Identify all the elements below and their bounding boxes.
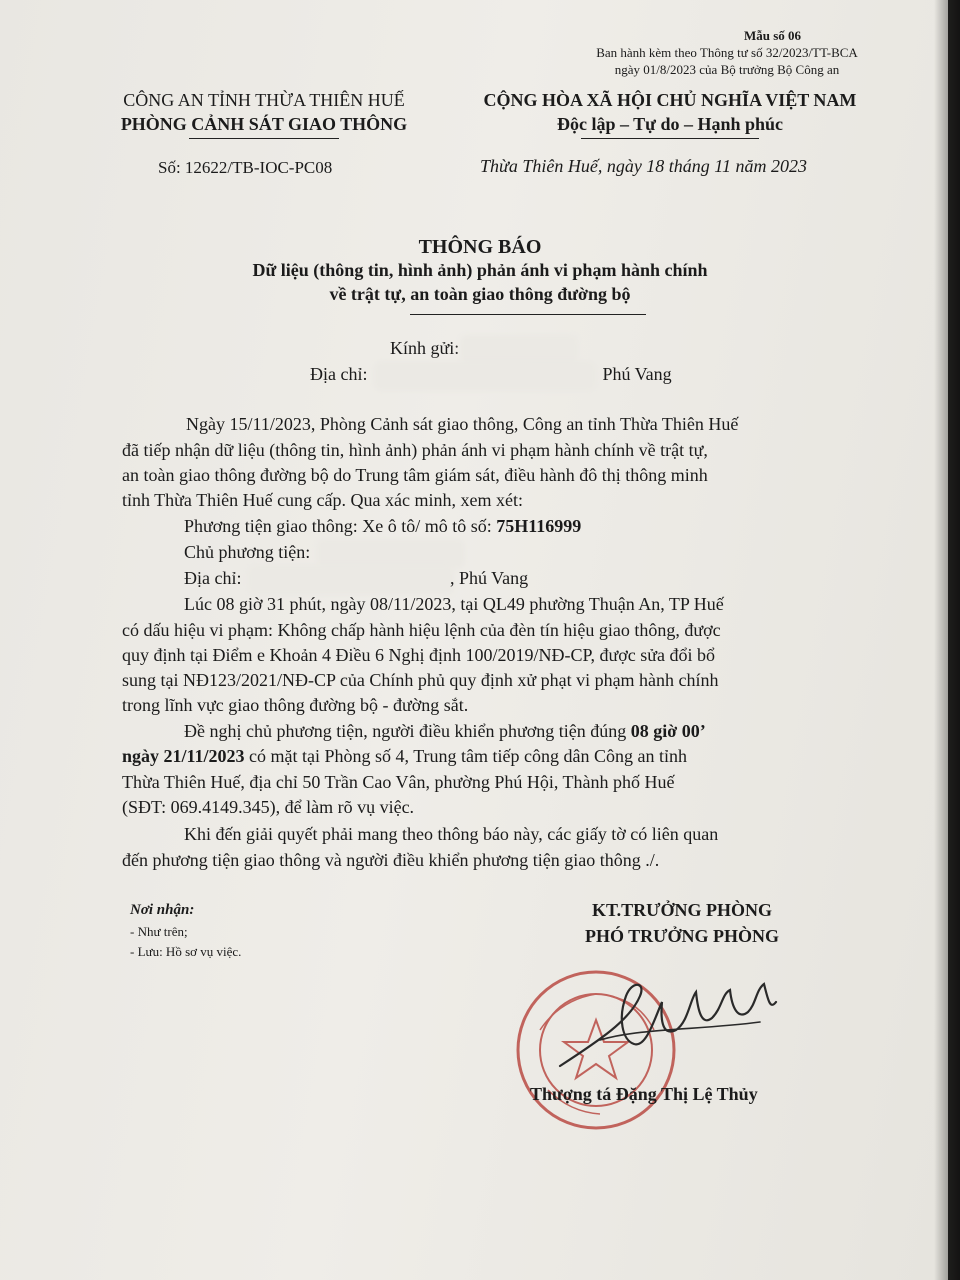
recipients-heading: Nơi nhận:: [130, 902, 195, 918]
body-line: đã tiếp nhận dữ liệu (thông tin, hình ảnh) phản ánh vi phạm hành chính về trật tự,: [122, 440, 708, 460]
owner-address-label: Địa chỉ:: [184, 568, 242, 588]
body-line: trong lĩnh vực giao thông đường bộ - đường sắt.: [122, 695, 469, 715]
vehicle-plate: 75H116999: [496, 516, 582, 536]
appointment-place: có mặt tại Phòng số 4, Trung tâm tiếp công dân Công an tỉnh: [244, 746, 688, 766]
agency-unit: PHÒNG CẢNH SÁT GIAO THÔNG: [120, 114, 408, 134]
subtitle-line2: về trật tự, an toàn giao thông đường bộ: [329, 284, 631, 304]
owner-label: Chủ phương tiện:: [184, 542, 311, 562]
form-note-line2: ngày 01/8/2023 của Bộ trưởng Bộ Công an: [614, 62, 840, 77]
form-number: Mẫu số 06: [744, 28, 802, 43]
dia-chi-suffix: Phú Vang: [602, 364, 672, 384]
signature-stroke: [560, 984, 776, 1066]
handwritten-signature: [560, 984, 776, 1066]
body-line: đến phương tiện giao thông và người điều khiển phương tiện giao thông ./.: [122, 850, 660, 870]
nation-motto: Độc lập – Tự do – Hạnh phúc: [556, 114, 784, 134]
body-line: Khi đến giải quyết phải mang theo thông báo này, các giấy tờ có liên quan: [184, 824, 719, 844]
kinh-gui-label: Kính gửi:: [390, 338, 460, 358]
dateline: Thừa Thiên Huế, ngày 18 tháng 11 năm 2023: [480, 156, 807, 176]
document-number: Số: 12622/TB-IOC-PC08: [158, 158, 333, 177]
body-line: (SĐT: 069.4149.345), để làm rõ vụ việc.: [122, 797, 415, 817]
appointment-date: ngày 21/11/2023: [122, 746, 245, 766]
form-note-line1: Ban hành kèm theo Thông tư số 32/2023/TT-BCA: [596, 45, 858, 60]
body-line: Ngày 15/11/2023, Phòng Cảnh sát giao thông, Công an tỉnh Thừa Thiên Huế: [186, 414, 739, 434]
document-title: THÔNG BÁO: [418, 236, 542, 258]
body-line: Lúc 08 giờ 31 phút, ngày 08/11/2023, tại QL49 phường Thuận An, TP Huế: [184, 594, 724, 614]
appointment-text: Đề nghị chủ phương tiện, người điều khiển phương tiện đúng: [184, 721, 631, 741]
dia-chi-label: Địa chỉ:: [310, 364, 368, 384]
appointment-time: 08 giờ 00’: [630, 721, 706, 741]
owner-address-suffix: , Phú Vang: [449, 568, 529, 588]
nation-name: CỘNG HÒA XÃ HỘI CHỦ NGHĨA VIỆT NAM: [483, 90, 857, 110]
subtitle-line1: Dữ liệu (thông tin, hình ảnh) phản ánh vi phạm hành chính: [252, 260, 708, 280]
body-line: Thừa Thiên Huế, địa chỉ 50 Trần Cao Vân, phường Phú Hội, Thành phố Huế: [122, 772, 675, 792]
signature-title-2: PHÓ TRƯỞNG PHÒNG: [584, 926, 779, 946]
seal-text-arc: [540, 994, 596, 1030]
vehicle-label: Phương tiện giao thông: Xe ô tô/ mô tô số:: [184, 516, 497, 536]
signature-title-1: KT.TRƯỞNG PHÒNG: [592, 900, 772, 920]
body-line: sung tại NĐ123/2021/NĐ-CP của Chính phủ quy định xử phạt vi phạm hành chính: [122, 670, 719, 690]
body-line: quy định tại Điểm e Khoản 4 Điều 6 Nghị định 100/2019/NĐ-CP, được sửa đổi bổ: [122, 645, 715, 665]
body-line: an toàn giao thông đường bộ do Trung tâm giám sát, điều hành đô thị thông minh: [122, 465, 708, 485]
seal-star: [564, 1020, 628, 1078]
signer-name: Thượng tá Đặng Thị Lệ Thủy: [530, 1084, 758, 1104]
recipient-item: - Như trên;: [130, 924, 188, 939]
body-line: có dấu hiệu vi phạm: Không chấp hành hiệu lệnh của đèn tín hiệu giao thông, được: [122, 620, 721, 640]
body-line: tỉnh Thừa Thiên Huế cung cấp. Qua xác minh, xem xét:: [122, 490, 523, 510]
recipient-item: - Lưu: Hồ sơ vụ việc.: [130, 944, 242, 959]
agency-parent: CÔNG AN TỈNH THỪA THIÊN HUẾ: [123, 90, 405, 110]
